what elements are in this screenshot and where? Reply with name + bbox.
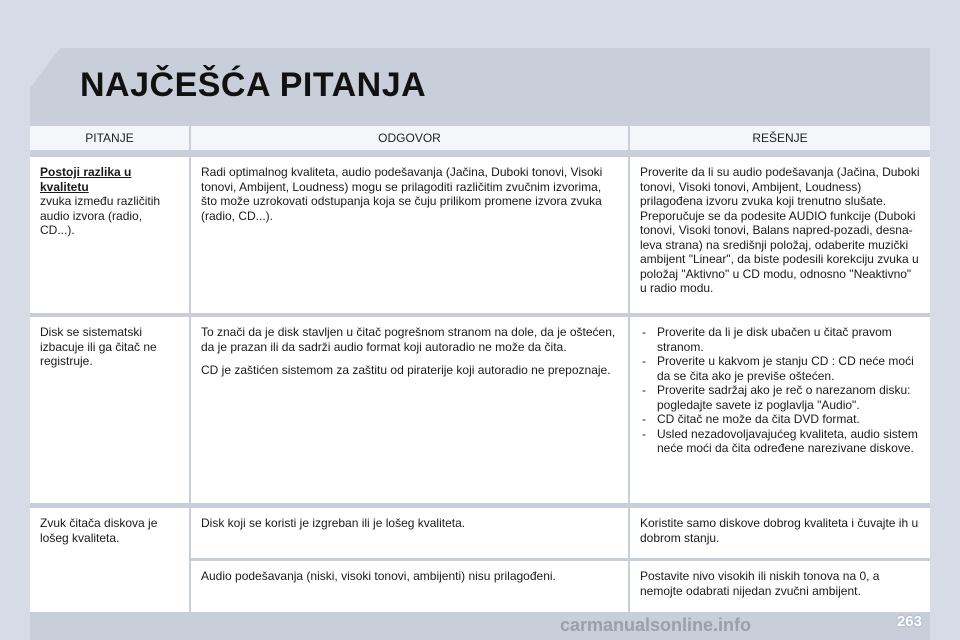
row1-solution [630, 157, 930, 313]
row2-answer [191, 317, 628, 503]
row3-solution-2 [630, 561, 930, 612]
row1-question-bold: Postoji razlika u kvalitetu [40, 165, 132, 194]
row2-solution [630, 317, 930, 503]
row3-answer-1 [191, 508, 628, 558]
row2-answer-p2: CD je zaštićen sistemom za zaštitu od piraterije koji autoradio ne prepoznaje. [201, 363, 611, 377]
row3-question-text: Zvuk čitača diskova je lošeg kvaliteta. [40, 516, 158, 545]
list-item: - CD čitač ne može da čita DVD format. [640, 412, 920, 427]
row3-solution-1-text: Koristite samo diskove dobrog kvaliteta i čuvajte ih u dobrom stanju. [640, 516, 919, 545]
list-item: - Proverite u kakvom je stanju CD : CD neće moći da se čita ako je previše oštećen. [640, 354, 920, 383]
row1-solution-text: Proverite da li su audio podešavanja (Jačina, Duboki tonovi, Visoki tonovi, Ambijent, Loudness) prilagođena izvoru zvuka koji trenutno slušate. Preporučuje se da podesite AUDIO funkcije (Duboki tonovi, Visoki tonovi, Balans napred-pozadi, desna-leva strana) na središnji položaj, odaberite muzički ambijent "Linear", da biste podesili korekciju zvuka u položaj "Aktivno" u CD modu, odnosno "Neaktivno" u radio modu. [640, 165, 920, 295]
row1-answer-text: Radi optimalnog kvaliteta, audio podešavanja (Jačina, Duboki tonovi, Visoki tonovi, Ambijent, Loudness) mogu se prilagoditi različitim zvučnim izvorima, što može uzrokovati odstupanja koja se čuju prilikom promene izvora zvuka (radio, CD...). [201, 165, 603, 223]
row2-answer-p1: To znači da je disk stavljen u čitač pogrešnom stranom na dole, da je oštećen, da je prazan ili da sadrži audio format koji autoradio ne može da čita. [201, 325, 616, 354]
row3-answer-2-text: Audio podešavanja (niski, visoki tonovi, ambijenti) nisu prilagođeni. [201, 569, 556, 583]
row2-question [30, 317, 189, 503]
list-item: - Usled nezadovoljavajućeg kvaliteta, audio sistem neće moći da čita određene narezivane diskove. [640, 427, 920, 456]
row2-solution-list [640, 325, 920, 456]
row1-answer [191, 157, 628, 313]
watermark: carmanualsonline.info [560, 615, 752, 635]
row3-solution-2-text: Postavite nivo visokih ili niskih tonova na 0, a nemojte odabrati nijedan zvučni ambijent. [640, 569, 880, 598]
header-question: PITANJE [30, 126, 189, 150]
title-area [30, 48, 930, 118]
row3-answer-1-text: Disk koji se koristi je izgreban ili je lošeg kvaliteta. [201, 516, 466, 530]
row1-question [30, 157, 189, 313]
row2-question-text: Disk se sistematski izbacuje ili ga čitač ne registruje. [40, 325, 157, 368]
header-solution: REŠENJE [630, 126, 930, 150]
page-title: NAJČEŠĆA PITANJA [80, 66, 427, 104]
row3-question [30, 508, 189, 612]
header-answer: ODGOVOR [191, 126, 628, 150]
row3-answer-2 [191, 561, 628, 612]
row3-solution-1 [630, 508, 930, 558]
page-number: 263 [896, 613, 922, 630]
list-item: - Proverite da li je disk ubačen u čitač pravom stranom. [640, 325, 920, 354]
row1-question-rest: zvuka između različitih audio izvora (radio, CD...). [40, 194, 161, 237]
list-item: - Proverite sadržaj ako je reč o narezanom disku: pogledajte savete iz poglavlja "Audio". [640, 383, 920, 412]
